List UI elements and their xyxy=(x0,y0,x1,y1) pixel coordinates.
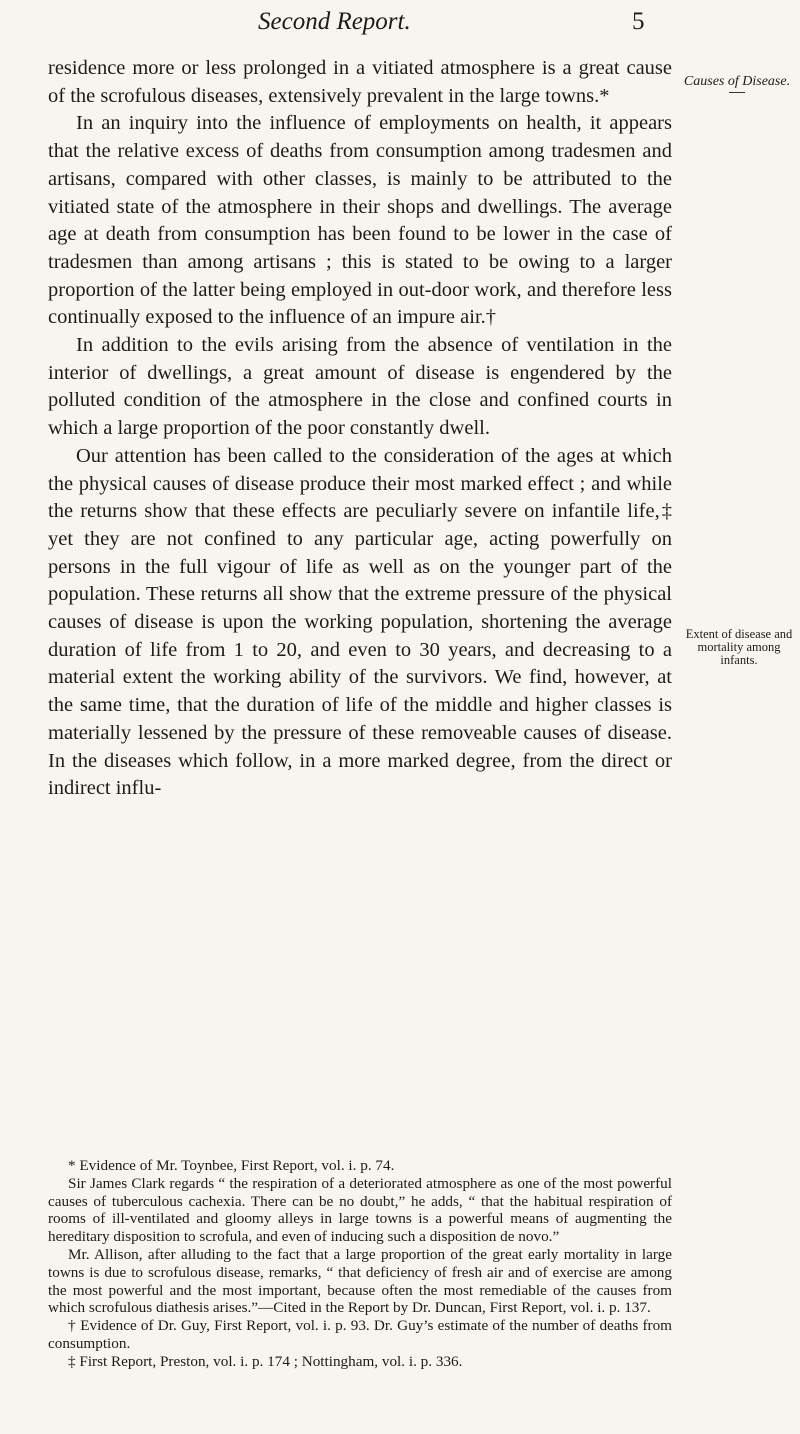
marginal-note-text: Causes of Disease. xyxy=(683,74,791,89)
paragraph-employments: In an inquiry into the influence of employments on health, it appears that the relative excess of deaths from consumption among tradesmen and artisans, compared with other classes, is mainly to be attributed to the vitiated state of the atmosphere in their shops and dwellings. The average age at death from consumption has been found to be lower in the case of tradesmen than among artisans ; this is stated to be owing to a larger proportion of the latter being employed in out-door work, and therefore less continually exposed to the influence of an impure air.† xyxy=(48,112,672,329)
paragraph-continued: residence more or less prolonged in a vitiated atmosphere is a great cause of the scrofulous diseases, extensively prevalent in the large towns.* xyxy=(48,57,672,107)
running-title: Second Report. xyxy=(258,8,411,35)
body-text xyxy=(48,55,672,803)
paragraph-ages: Our attention has been called to the consideration of the ages at which the physical causes of disease produce their most marked effect ; and while the returns show that these effects are peculiarly severe on infantile life,‡ yet they are not confined to any particular age, acting powerfully on persons in the full vigour of life as well as on the younger part of the population. These returns all show that the extreme pressure of the physical causes of disease is upon the working population, shortening the average duration of life from 1 to 20, and even to 30 years, and decreasing to a material extent the working ability of the survivors. We find, however, at the same time, that the duration of life of the middle and higher classes is materially lessened by the pressure of these removeable causes of disease. In the diseases which follow, in a more marked degree, from the direct or indirect influ- xyxy=(48,444,672,800)
footnote-allison: Mr. Allison, after alluding to the fact that a large proportion of the great early mortality in large towns is due to scrofulous disease, remarks, “ that deficiency of fresh air and of exercise are among the most powerful and the most important, because often the most remediable of the causes from which scrofulous diathesis arises.”—Cited in the Report by Dr. Duncan, First Report, vol. i. p. 137. xyxy=(48,1245,672,1317)
footnote-dagger: † Evidence of Dr. Guy, First Report, vol. i. p. 93. Dr. Guy’s estimate of the number of deaths from consumption. xyxy=(48,1317,672,1352)
page-header xyxy=(0,8,800,48)
marginal-note-infant-mortality: Extent of disease and mortality among infants. xyxy=(685,627,793,667)
marginal-note-causes-of-disease xyxy=(682,74,792,93)
paragraph-ventilation: In addition to the evils arising from the absence of ventilation in the interior of dwellings, a great amount of disease is engendered by the polluted condition of the atmosphere in the close and confined courts in which a large proportion of the poor constantly dwell. xyxy=(48,334,672,440)
marginal-rule xyxy=(729,92,745,93)
footnotes xyxy=(48,1157,672,1371)
footnote-star: * Evidence of Mr. Toynbee, First Report, vol. i. p. 74. xyxy=(68,1157,395,1174)
page-number: 5 xyxy=(632,8,645,35)
footnote-clark: Sir James Clark regards “ the respiration of a deteriorated atmosphere as one of the most powerful causes of tuberculous cachexia. There can be no doubt,” he adds, “ that the habitual respiration of rooms of ill-ventilated and gloomy alleys in large towns is a powerful means of augmenting the hereditary disposition to scrofula, and even of inducing such a disposition de novo.” xyxy=(48,1174,672,1246)
footnote-double-dagger: ‡ First Report, Preston, vol. i. p. 174 ; Nottingham, vol. i. p. 336. xyxy=(68,1352,463,1370)
